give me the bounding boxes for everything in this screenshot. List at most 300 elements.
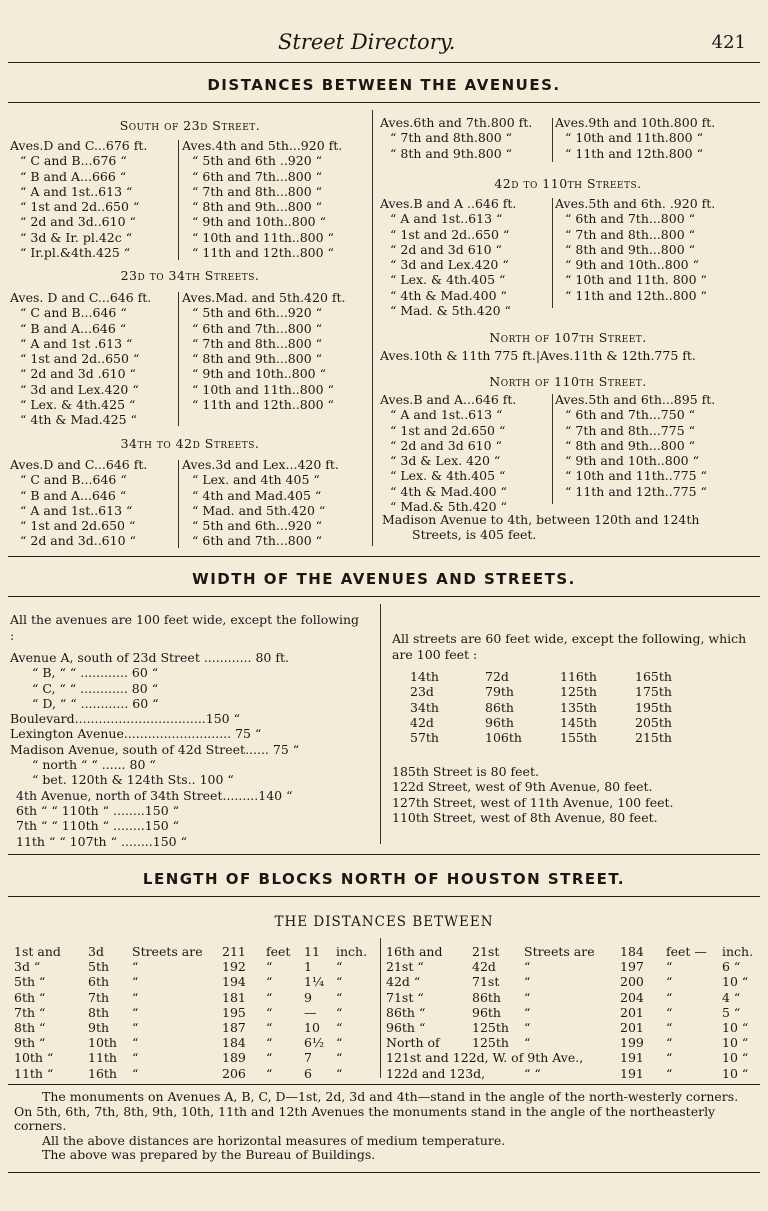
- width-row: “ C, “ “ ............ 80 “: [32, 680, 159, 696]
- block-cell: 10 “: [722, 1035, 749, 1051]
- block-cell: “: [132, 989, 139, 1005]
- block-row: [14, 1020, 374, 1035]
- entry-line: “ 8th and 9th...800 “: [565, 241, 696, 257]
- n107-line: Aves.10th & 11th 775 ft.|Aves.11th & 12th.775 ft.: [380, 348, 696, 363]
- block-cell: 184: [222, 1035, 246, 1051]
- entry-line: “ 8th and 9th.800 “: [390, 145, 513, 161]
- block-cell: “: [524, 959, 531, 975]
- entry-line: “ B and A...646 “: [20, 320, 127, 336]
- block-cell: “: [336, 1019, 343, 1035]
- entry-line: “ 8th and 9th...800 “: [192, 351, 323, 367]
- block-cell: 71st: [472, 974, 500, 990]
- block-cell: “: [336, 1050, 343, 1066]
- directory-page: [8, 0, 760, 1211]
- s34-42-right: [182, 457, 372, 549]
- blocks-heading: LENGTH OF BLOCKS NORTH OF HOUSTON STREET.: [142, 870, 626, 888]
- block-cell: “: [266, 1035, 273, 1051]
- block-cell: 10: [304, 1019, 320, 1035]
- block-cell: “: [666, 1035, 673, 1051]
- block-cell: 5th “: [14, 974, 46, 990]
- entry-line: “ Mad. & 5th.420 “: [390, 303, 511, 319]
- s23-34-title: 23d to 34th Streets.: [120, 268, 260, 283]
- block-cell: 16th: [88, 1065, 117, 1081]
- entry-line: Aves.9th and 10th.800 ft.: [555, 115, 716, 130]
- block-cell: inch.: [722, 944, 754, 959]
- entry-line: “ 10th and 11th. 800 “: [565, 272, 707, 288]
- entry-line: “ 8th and 9th...800 “: [192, 199, 323, 215]
- width-left-intro: All the avenues are 100 feet wide, except the following :: [10, 612, 360, 643]
- block-cell: 191: [620, 1050, 644, 1066]
- entry-line: “ A and 1st .613 “: [20, 335, 133, 351]
- block-row: [14, 1066, 374, 1081]
- block-cell: 42d: [472, 959, 496, 975]
- header-rule: [8, 62, 760, 63]
- bottom-rule: [8, 1172, 760, 1173]
- street-grid-row: [410, 730, 710, 745]
- block-cell: 11th: [88, 1050, 117, 1066]
- block-cell: “: [666, 1065, 673, 1081]
- block-cell: “: [666, 1004, 673, 1020]
- block-cell: 3d: [88, 944, 104, 959]
- entry-line: “ 5th and 6th...920 “: [192, 518, 323, 534]
- entry-line: “ 1st and 2d..650 “: [390, 226, 510, 242]
- block-cell: “: [266, 989, 273, 1005]
- block-cell: “: [336, 1035, 343, 1051]
- blocks-rule: [8, 896, 760, 897]
- block-row: [386, 1035, 760, 1050]
- block-row: [14, 990, 374, 1005]
- s23-34-right: [182, 290, 372, 412]
- entry-line: “ 2d and 3d 610 “: [390, 437, 502, 453]
- block-cell: 125th: [472, 1019, 509, 1035]
- block-row: [14, 1050, 374, 1065]
- page-title: Street Directory.: [278, 30, 456, 54]
- n110-right: [555, 392, 760, 499]
- entry-line: “ A and 1st..613 “: [390, 407, 503, 423]
- page-header: [8, 26, 760, 62]
- entry-line: Aves.5th and 6th...895 ft.: [555, 392, 716, 407]
- entry-line: “ Lex. & 4th.425 “: [20, 397, 136, 413]
- entry-line: “ 4th & Mad.425 “: [20, 412, 137, 428]
- block-cell: 204: [620, 989, 644, 1005]
- block-cell: “: [666, 974, 673, 990]
- block-cell: 10 “: [722, 974, 749, 990]
- width-row: 6th “ “ 110th “ ........150 “: [16, 802, 180, 818]
- block-row: [386, 974, 760, 989]
- width-row: 7th “ “ 110th “ ........150 “: [16, 818, 180, 834]
- block-cell: 8th: [88, 1004, 110, 1020]
- block-cell: 10 “: [722, 1065, 749, 1081]
- entry-line: “ 1st and 2d.650 “: [20, 518, 136, 534]
- street-cell: 72d: [485, 669, 509, 684]
- street-cell: 23d: [410, 684, 434, 700]
- block-cell: 7: [304, 1050, 312, 1066]
- entry-line: “ 7th and 8th...800 “: [192, 335, 323, 351]
- street-cell: 155th: [560, 730, 597, 746]
- width-divider: [380, 604, 381, 844]
- entry-line: “ 6th and 7th...800 “: [192, 320, 323, 336]
- block-cell: “: [524, 989, 531, 1005]
- block-cell: 6½: [304, 1035, 325, 1051]
- block-cell: feet —: [666, 944, 707, 959]
- cont-right: [555, 115, 760, 161]
- street-cell: 135th: [560, 699, 597, 715]
- block-row: [14, 944, 374, 959]
- block-cell: 181: [222, 989, 246, 1005]
- entry-line: “ 4th & Mad.400 “: [390, 287, 507, 303]
- entry-line: “ 11th and 12th.800 “: [565, 145, 703, 161]
- block-cell: “: [266, 1019, 273, 1035]
- block-row: [386, 944, 760, 959]
- entry-line: “ C and B...676 “: [20, 153, 127, 169]
- street-cell: 195th: [635, 699, 672, 715]
- street-grid-row: [410, 700, 710, 715]
- south-23d-title: South of 23d Street.: [119, 118, 261, 133]
- block-cell: 3d “: [14, 959, 41, 975]
- block-cell: North of: [386, 1035, 440, 1051]
- width-note: 185th Street is 80 feet.: [392, 764, 539, 779]
- street-cell: 215th: [635, 730, 672, 746]
- block-cell: 21st: [472, 944, 500, 959]
- block-cell: “: [132, 1019, 139, 1035]
- block-cell: 9: [304, 989, 312, 1005]
- notes-rule: [8, 1084, 760, 1085]
- cont-divider: [552, 118, 553, 162]
- block-cell: “: [524, 1004, 531, 1020]
- block-cell: 8th “: [14, 1019, 46, 1035]
- block-cell: “: [132, 1065, 139, 1081]
- block-cell: 10 “: [722, 1050, 749, 1066]
- block-cell: 11: [304, 944, 320, 959]
- block-cell: Streets are: [132, 944, 203, 959]
- block-row: [14, 974, 374, 989]
- block-cell: 5 “: [722, 1004, 741, 1020]
- entry-line: “ 5th and 6th...920 “: [192, 305, 323, 321]
- entry-line: Aves.B and A ..646 ft.: [380, 196, 517, 211]
- entry-line: “ 11th and 12th..800 “: [192, 245, 334, 261]
- n110-title: North of 110th Street.: [489, 374, 647, 389]
- block-cell: 6th: [88, 974, 110, 990]
- block-cell: 9th “: [14, 1035, 46, 1051]
- block-cell: 16th and: [386, 944, 443, 959]
- block-cell: 7th “: [14, 1004, 46, 1020]
- s34-42-divider: [178, 460, 179, 548]
- entry-line: “ 9th and 10th..800 “: [565, 453, 699, 469]
- street-cell: 205th: [635, 714, 672, 730]
- street-cell: 106th: [485, 730, 522, 746]
- street-cell: 125th: [560, 684, 597, 700]
- page-number: 421: [711, 32, 746, 53]
- street-cell: 57th: [410, 730, 439, 746]
- entry-line: “ 10th and 11th..800 “: [192, 381, 334, 397]
- entry-line: “ 5th and 6th ..920 “: [192, 153, 323, 169]
- block-row: [14, 1035, 374, 1050]
- monuments-note: The monuments on Avenues A, B, C, D—1st, 2d, 3d and 4th—stand in the angle of the north-westerly corners. On 5th, 6th, 7th, 8th, 9th, 10th, 11th and 12th Avenues the monuments stand in the angle of the northeasterly corners. All the above distances are horizontal measures of medium temperature. The above was prepared by the Bureau of Buildings.: [14, 1089, 739, 1162]
- entry-line: “ 7th and 8th...800 “: [565, 226, 696, 242]
- entry-line: “ 2d and 3d..610 “: [20, 214, 136, 230]
- entry-line: Aves.Mad. and 5th.420 ft.: [182, 290, 346, 305]
- block-cell: “ “: [524, 1065, 541, 1081]
- entry-line: “ C and B...646 “: [20, 472, 127, 488]
- distances-rule: [8, 102, 760, 103]
- block-row: [386, 959, 760, 974]
- width-rule: [8, 596, 760, 597]
- entry-line: “ 8th and 9th...800 “: [565, 437, 696, 453]
- entry-line: “ A and 1st..613 “: [20, 183, 133, 199]
- entry-line: “ 2d and 3d .610 “: [20, 366, 136, 382]
- width-row: Boulevard.................................150 “: [10, 711, 240, 727]
- entry-line: “ 6th and 7th...750 “: [565, 407, 696, 423]
- blocks-left-table: [14, 944, 374, 1081]
- block-row: [386, 1066, 760, 1081]
- block-cell: feet: [266, 944, 291, 959]
- entry-line: “ 4th and Mad.405 “: [192, 487, 322, 503]
- block-cell: 86th: [472, 989, 501, 1005]
- entry-line: Aves.B and A...646 ft.: [380, 392, 517, 407]
- s42-110-divider: [552, 198, 553, 308]
- entry-line: “ 2d and 3d 610 “: [390, 241, 502, 257]
- entry-line: “ 9th and 10th..800 “: [192, 214, 326, 230]
- s42-110-title: 42d to 110th Streets.: [494, 176, 642, 191]
- block-cell: Streets are: [524, 944, 595, 959]
- block-cell: “: [666, 959, 673, 975]
- entry-line: “ Mad. and 5th.420 “: [192, 502, 326, 518]
- s34-42-title: 34th to 42d Streets.: [120, 436, 260, 451]
- block-cell: “: [266, 974, 273, 990]
- width-note: 110th Street, west of 8th Avenue, 80 feet.: [392, 809, 658, 825]
- width-row: Madison Avenue, south of 42d Street...... 75 “: [10, 741, 300, 757]
- block-cell: 96th “: [386, 1019, 426, 1035]
- block-cell: “: [336, 974, 343, 990]
- entry-line: “ 9th and 10th..800 “: [565, 257, 699, 273]
- entry-line: “ 4th & Mad.400 “: [390, 483, 507, 499]
- block-row: [386, 1005, 760, 1020]
- entry-line: “ 3d and Lex.420 “: [390, 257, 509, 273]
- south-23d-right: [182, 138, 372, 260]
- block-cell: 200: [620, 974, 644, 990]
- entry-line: “ 3d and Lex.420 “: [20, 381, 139, 397]
- width-note: 122d Street, west of 9th Avenue, 80 feet.: [392, 779, 653, 795]
- street-cell: 86th: [485, 699, 514, 715]
- entry-line: “ Lex. and 4th 405 “: [192, 472, 320, 488]
- width-row: Lexington Avenue........................... 75 “: [10, 726, 262, 742]
- entry-line: “ 3d & Ir. pl.42c “: [20, 229, 133, 245]
- block-row: [14, 959, 374, 974]
- entry-line: Aves. D and C...646 ft.: [10, 290, 152, 305]
- width-row: “ bet. 120th & 124th Sts.. 100 “: [32, 772, 234, 788]
- blocks-subheading: THE DISTANCES BETWEEN: [274, 914, 494, 930]
- block-cell: 10th: [88, 1035, 117, 1051]
- entry-line: “ B and A...646 “: [20, 487, 127, 503]
- street-cell: 145th: [560, 714, 597, 730]
- block-cell: 125th: [472, 1035, 509, 1051]
- entry-line: “ Ir.pl.&4th.425 “: [20, 245, 131, 261]
- block-cell: 10th “: [14, 1050, 54, 1066]
- entry-line: “ A and 1st..613 “: [390, 211, 503, 227]
- block-cell: 5th: [88, 959, 110, 975]
- block-cell: 1: [304, 959, 312, 975]
- cont-left: [380, 115, 550, 161]
- entry-line: “ A and 1st..613 “: [20, 502, 133, 518]
- block-cell: 11th “: [14, 1065, 54, 1081]
- s23-34-left: [10, 290, 176, 428]
- entry-line: “ 1st and 2d.650 “: [390, 422, 506, 438]
- entry-line: “ 10th and 11th.800 “: [565, 130, 703, 146]
- street-cell: 42d: [410, 714, 434, 730]
- block-cell: 10 “: [722, 1019, 749, 1035]
- street-cell: 14th: [410, 669, 439, 684]
- block-cell: 1¼: [304, 974, 325, 990]
- block-cell: 86th “: [386, 1004, 426, 1020]
- s23-34-divider: [178, 292, 179, 426]
- street-grid-row: [410, 715, 710, 730]
- block-cell: “: [336, 1065, 343, 1081]
- block-cell: 6: [304, 1065, 312, 1081]
- width-row: “ north “ “ ...... 80 “: [32, 757, 156, 773]
- width-note: 127th Street, west of 11th Avenue, 100 feet.: [392, 794, 674, 810]
- block-cell: 191: [620, 1065, 644, 1081]
- block-cell: 192: [222, 959, 246, 975]
- south-23d-divider: [178, 140, 179, 260]
- block-cell: “: [266, 1004, 273, 1020]
- width-row: “ D, “ “ ............ 60 “: [32, 695, 159, 711]
- entry-line: “ 7th and 8th.800 “: [390, 130, 513, 146]
- block-cell: 42d “: [386, 974, 421, 990]
- entry-line: “ 7th and 8th...775 “: [565, 422, 696, 438]
- block-cell: 71st “: [386, 989, 424, 1005]
- entry-line: “ Mad.& 5th.420 “: [390, 499, 507, 515]
- entry-line: “ 11th and 12th..800 “: [565, 287, 707, 303]
- entry-line: “ 2d and 3d..610 “: [20, 533, 136, 549]
- block-cell: 201: [620, 1019, 644, 1035]
- street-cell: 116th: [560, 669, 597, 684]
- block-cell: 184: [620, 944, 644, 959]
- block-cell: 201: [620, 1004, 644, 1020]
- entry-line: “ 1st and 2d..650 “: [20, 199, 140, 215]
- block-cell: 194: [222, 974, 246, 990]
- street-grid-row: [410, 669, 710, 684]
- blocks-top-rule: [8, 854, 760, 855]
- entry-line: Aves.3d and Lex...420 ft.: [182, 457, 339, 472]
- block-cell: “: [132, 959, 139, 975]
- block-cell: 6 “: [722, 959, 741, 975]
- width-row: 4th Avenue, north of 34th Street.........140 “: [16, 787, 293, 803]
- n110-left: [380, 392, 550, 514]
- distances-divider: [372, 110, 373, 546]
- block-cell: “: [524, 1019, 531, 1035]
- entry-line: “ C and B...646 “: [20, 305, 127, 321]
- block-cell: “: [666, 1019, 673, 1035]
- entry-line: Aves.D and C...646 ft.: [10, 457, 148, 472]
- block-cell: 197: [620, 959, 644, 975]
- block-cell: “: [266, 959, 273, 975]
- block-cell: 211: [222, 944, 246, 959]
- entry-line: “ 6th and 7th...800 “: [565, 211, 696, 227]
- block-cell: 1st and: [14, 944, 61, 959]
- block-row: [386, 990, 760, 1005]
- street-cell: 96th: [485, 714, 514, 730]
- entry-line: “ 7th and 8th...800 “: [192, 183, 323, 199]
- block-cell: “: [336, 1004, 343, 1020]
- entry-line: “ 11th and 12th..775 “: [565, 483, 707, 499]
- street-cell: 79th: [485, 684, 514, 700]
- block-cell: 96th: [472, 1004, 501, 1020]
- entry-line: “ 1st and 2d..650 “: [20, 351, 140, 367]
- block-cell: 121st and 122d, W. of 9th Ave.,: [386, 1050, 584, 1066]
- entry-line: “ 3d & Lex. 420 “: [390, 453, 501, 469]
- width-left-rows: [10, 650, 366, 849]
- blocks-divider: [380, 938, 381, 1078]
- block-cell: “: [266, 1065, 273, 1081]
- block-cell: 189: [222, 1050, 246, 1066]
- width-row: Avenue A, south of 23d Street ............ 80 ft.: [10, 650, 289, 665]
- entry-line: Aves.6th and 7th.800 ft.: [380, 115, 533, 130]
- block-cell: 7th: [88, 989, 110, 1005]
- block-cell: inch.: [336, 944, 368, 959]
- block-cell: “: [266, 1050, 273, 1066]
- block-row: [14, 1005, 374, 1020]
- entry-line: Aves.4th and 5th...920 ft.: [182, 138, 343, 153]
- block-cell: 122d and 123d,: [386, 1065, 486, 1081]
- entry-line: Aves.5th and 6th. .920 ft.: [555, 196, 716, 211]
- block-cell: 9th: [88, 1019, 110, 1035]
- entry-line: “ 9th and 10th..800 “: [192, 366, 326, 382]
- block-row: [386, 1050, 760, 1065]
- blocks-right-table: [386, 944, 760, 1081]
- block-cell: “: [132, 1050, 139, 1066]
- south-23d-left: [10, 138, 176, 260]
- block-cell: —: [304, 1004, 317, 1020]
- madison-note: Madison Avenue to 4th, between 120th and 124th Streets, is 405 feet.: [382, 512, 700, 543]
- block-cell: 199: [620, 1035, 644, 1051]
- street-cell: 34th: [410, 699, 439, 715]
- entry-line: Aves.D and C...676 ft.: [10, 138, 148, 153]
- block-cell: “: [666, 1050, 673, 1066]
- block-cell: “: [132, 1035, 139, 1051]
- block-cell: “: [524, 1035, 531, 1051]
- block-cell: “: [132, 974, 139, 990]
- entry-line: “ B and A...666 “: [20, 168, 127, 184]
- street-cell: 165th: [635, 669, 672, 684]
- width-right-notes: [392, 764, 756, 825]
- street-grid-row: [410, 684, 710, 699]
- width-street-grid: [410, 669, 710, 745]
- entry-line: “ 10th and 11th..775 “: [565, 468, 707, 484]
- block-cell: “: [336, 959, 343, 975]
- width-heading: WIDTH OF THE AVENUES AND STREETS.: [192, 570, 576, 588]
- entry-line: “ 10th and 11th..800 “: [192, 229, 334, 245]
- block-cell: “: [666, 989, 673, 1005]
- entry-line: “ Lex. & 4th.405 “: [390, 272, 506, 288]
- block-cell: 195: [222, 1004, 246, 1020]
- s42-110-left: [380, 196, 550, 318]
- entry-line: “ 6th and 7th...800 “: [192, 533, 323, 549]
- width-row: 11th “ “ 107th “ ........150 “: [16, 833, 187, 849]
- block-cell: “: [132, 1004, 139, 1020]
- width-row: “ B, “ “ ............ 60 “: [32, 665, 159, 681]
- width-right-intro: All streets are 60 feet wide, except the following, which are 100 feet :: [392, 631, 747, 662]
- block-cell: “: [336, 989, 343, 1005]
- block-cell: 187: [222, 1019, 246, 1035]
- street-cell: 175th: [635, 684, 672, 700]
- n107-title: North of 107th Street.: [489, 330, 647, 345]
- block-cell: 6th “: [14, 989, 46, 1005]
- s34-42-left: [10, 457, 176, 549]
- s42-110-right: [555, 196, 760, 303]
- width-top-rule: [8, 556, 760, 557]
- entry-line: “ 11th and 12th..800 “: [192, 397, 334, 413]
- block-cell: 21st “: [386, 959, 424, 975]
